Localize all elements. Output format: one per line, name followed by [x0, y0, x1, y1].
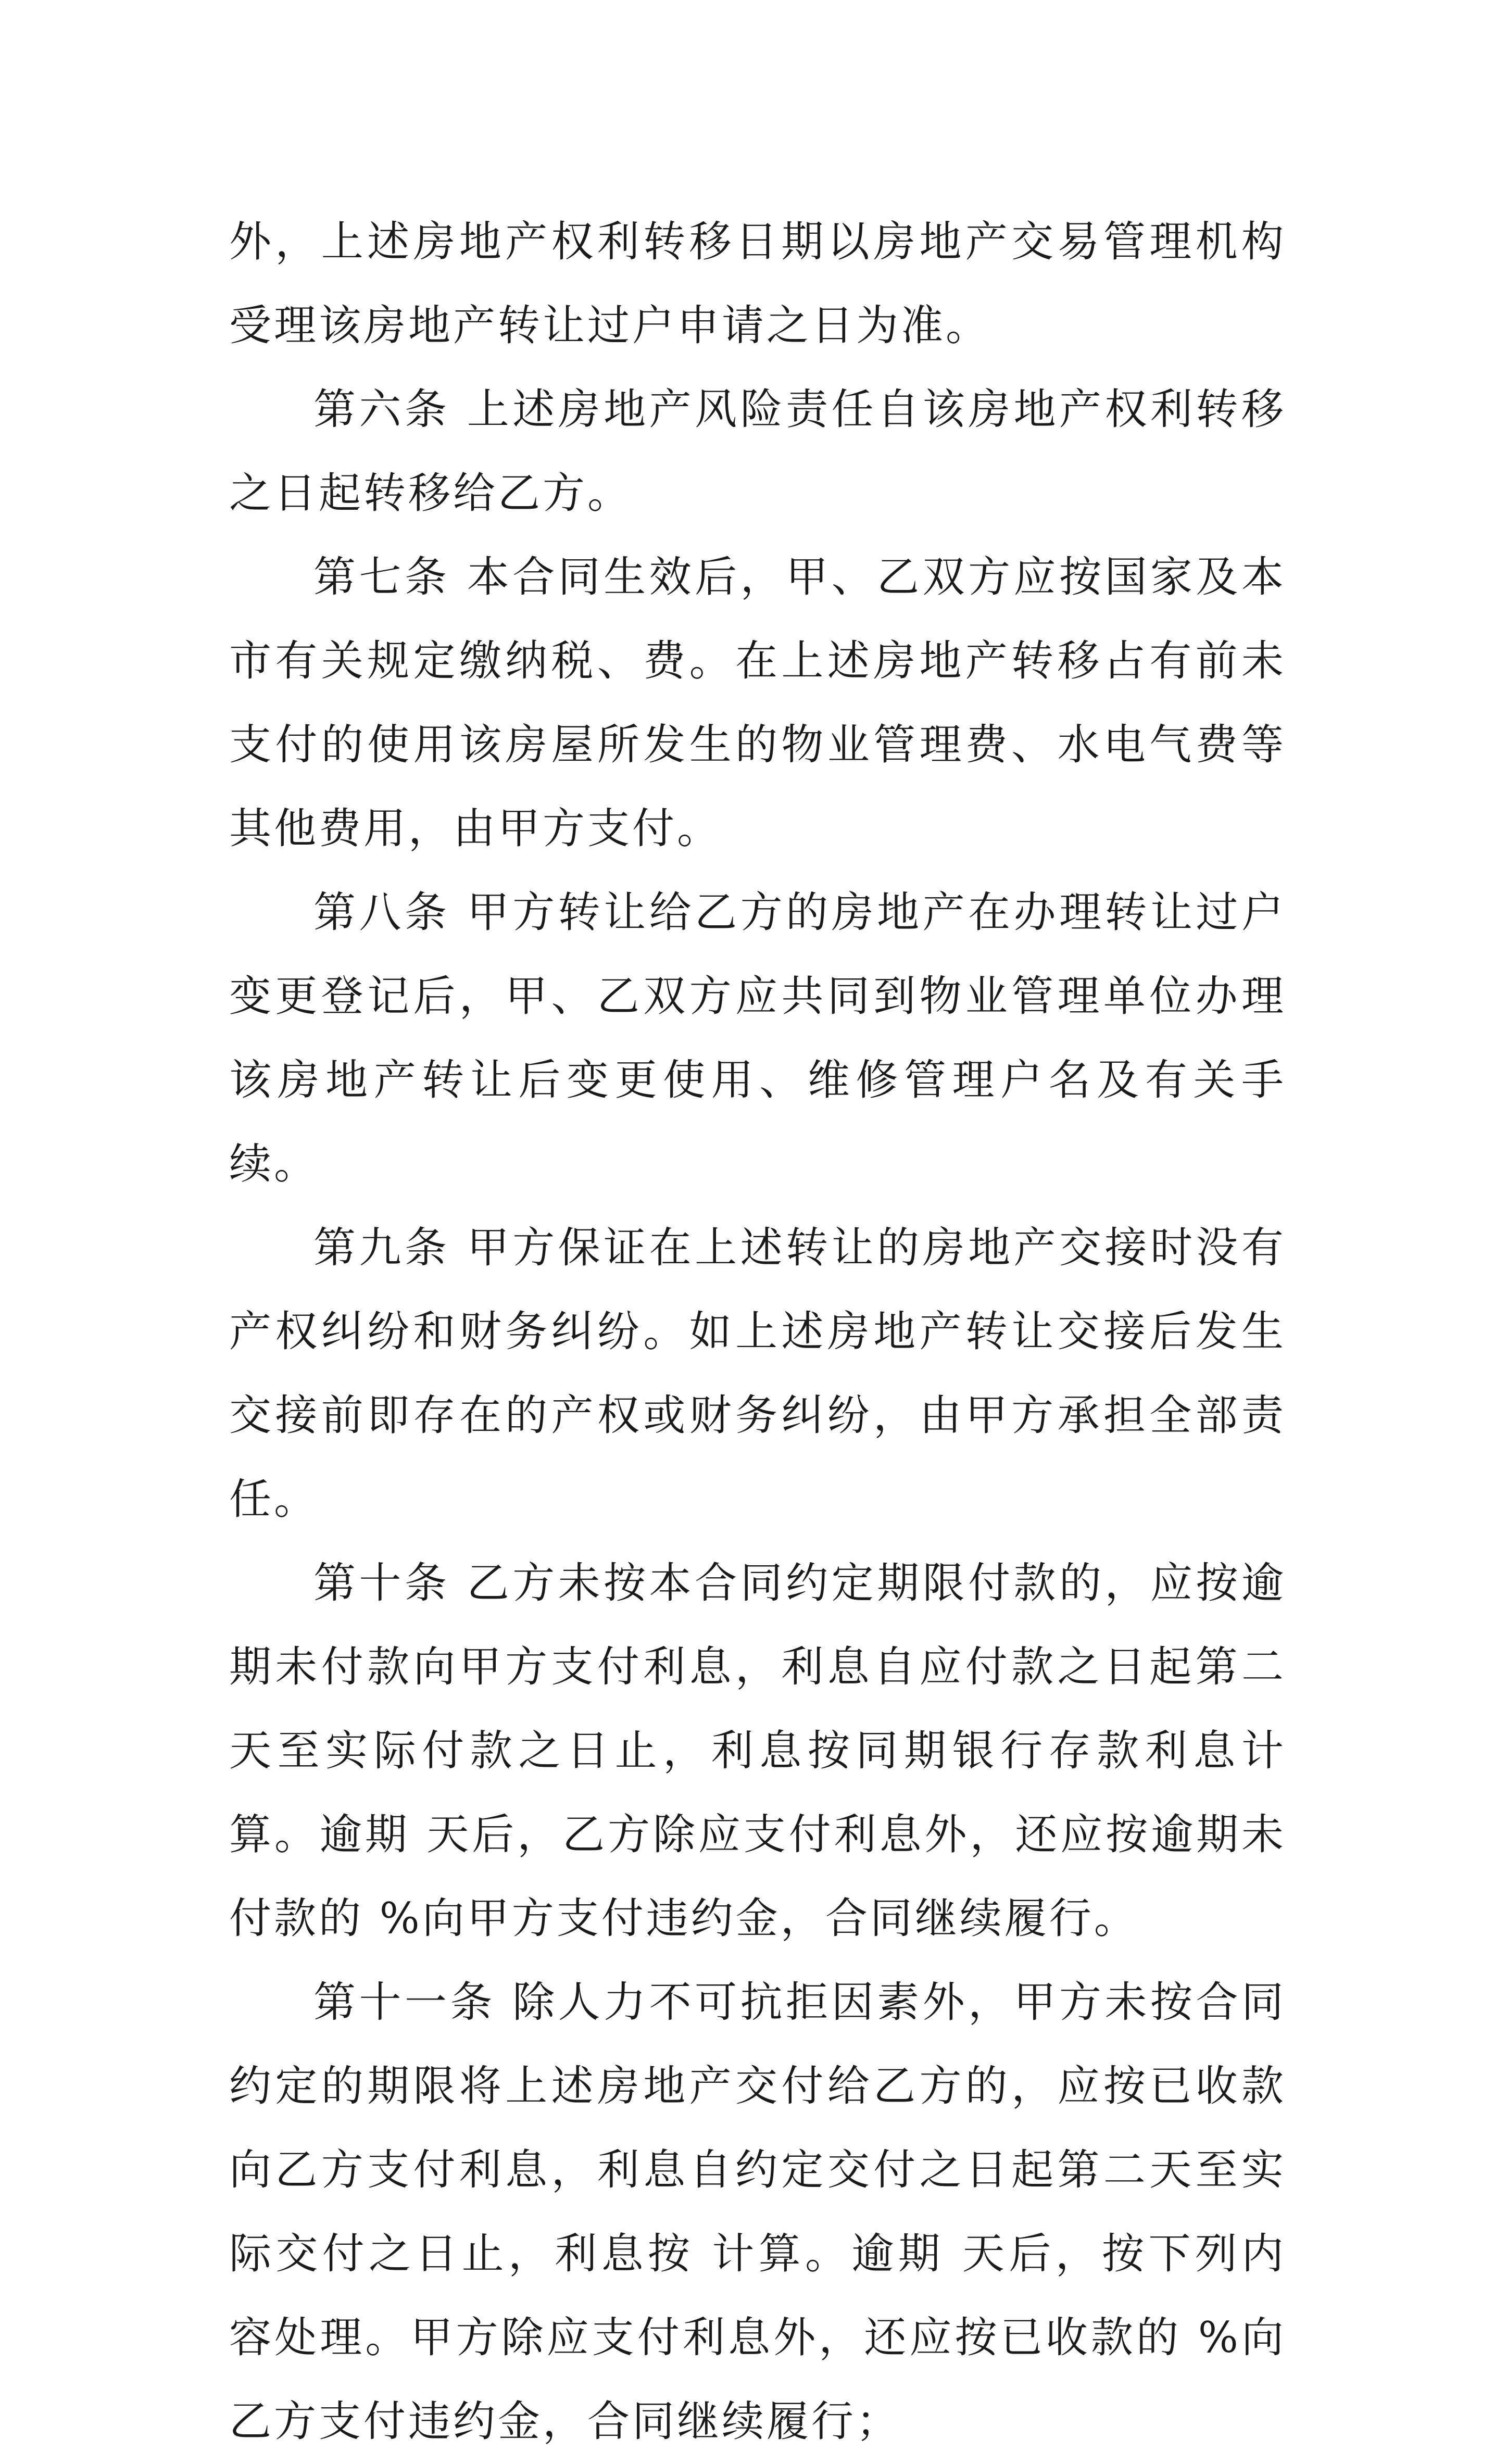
- contract-body: [229, 200, 1286, 2464]
- paragraph-article-11: 第十一条 除人力不可抗拒因素外，甲方未按合同约定的期限将上述房地产交付给乙方的，应按已收款向乙方支付利息，利息自约定交付之日起第二天至实际交付之日止，利息按 计算。逾期 天后，按下列内容处理。甲方除应支付利息外，还应按已收款的 %向乙方支付违约金，合同继续履行；: [229, 1978, 1286, 2446]
- paragraph-article-9: 第九条 甲方保证在上述转让的房地产交接时没有产权纠纷和财务纠纷。如上述房地产转让交接后发生交接前即存在的产权或财务纠纷，由甲方承担全部责任。: [229, 1224, 1286, 1524]
- paragraph-article-10: 第十条 乙方未按本合同约定期限付款的，应按逾期未付款向甲方支付利息，利息自应付款之日起第二天至实际付款之日止，利息按同期银行存款利息计算。逾期 天后，乙方除应支付利息外，还应按逾期未付款的 %向甲方支付违约金，合同继续履行。: [229, 1559, 1286, 1943]
- paragraph-article-6: 第六条 上述房地产风险责任自该房地产权利转移之日起转移给乙方。: [229, 385, 1286, 518]
- paragraph-article-7: 第七条 本合同生效后，甲、乙双方应按国家及本市有关规定缴纳税、费。在上述房地产转移占有前未支付的使用该房屋所发生的物业管理费、水电气费等其他费用，由甲方支付。: [229, 553, 1286, 853]
- paragraph-continuation: 外，上述房地产权利转移日期以房地产交易管理机构受理该房地产转让过户申请之日为准。: [229, 218, 1286, 350]
- paragraph-article-8: 第八条 甲方转让给乙方的房地产在办理转让过户变更登记后，甲、乙双方应共同到物业管理单位办理该房地产转让后变更使用、维修管理户名及有关手续。: [229, 888, 1286, 1189]
